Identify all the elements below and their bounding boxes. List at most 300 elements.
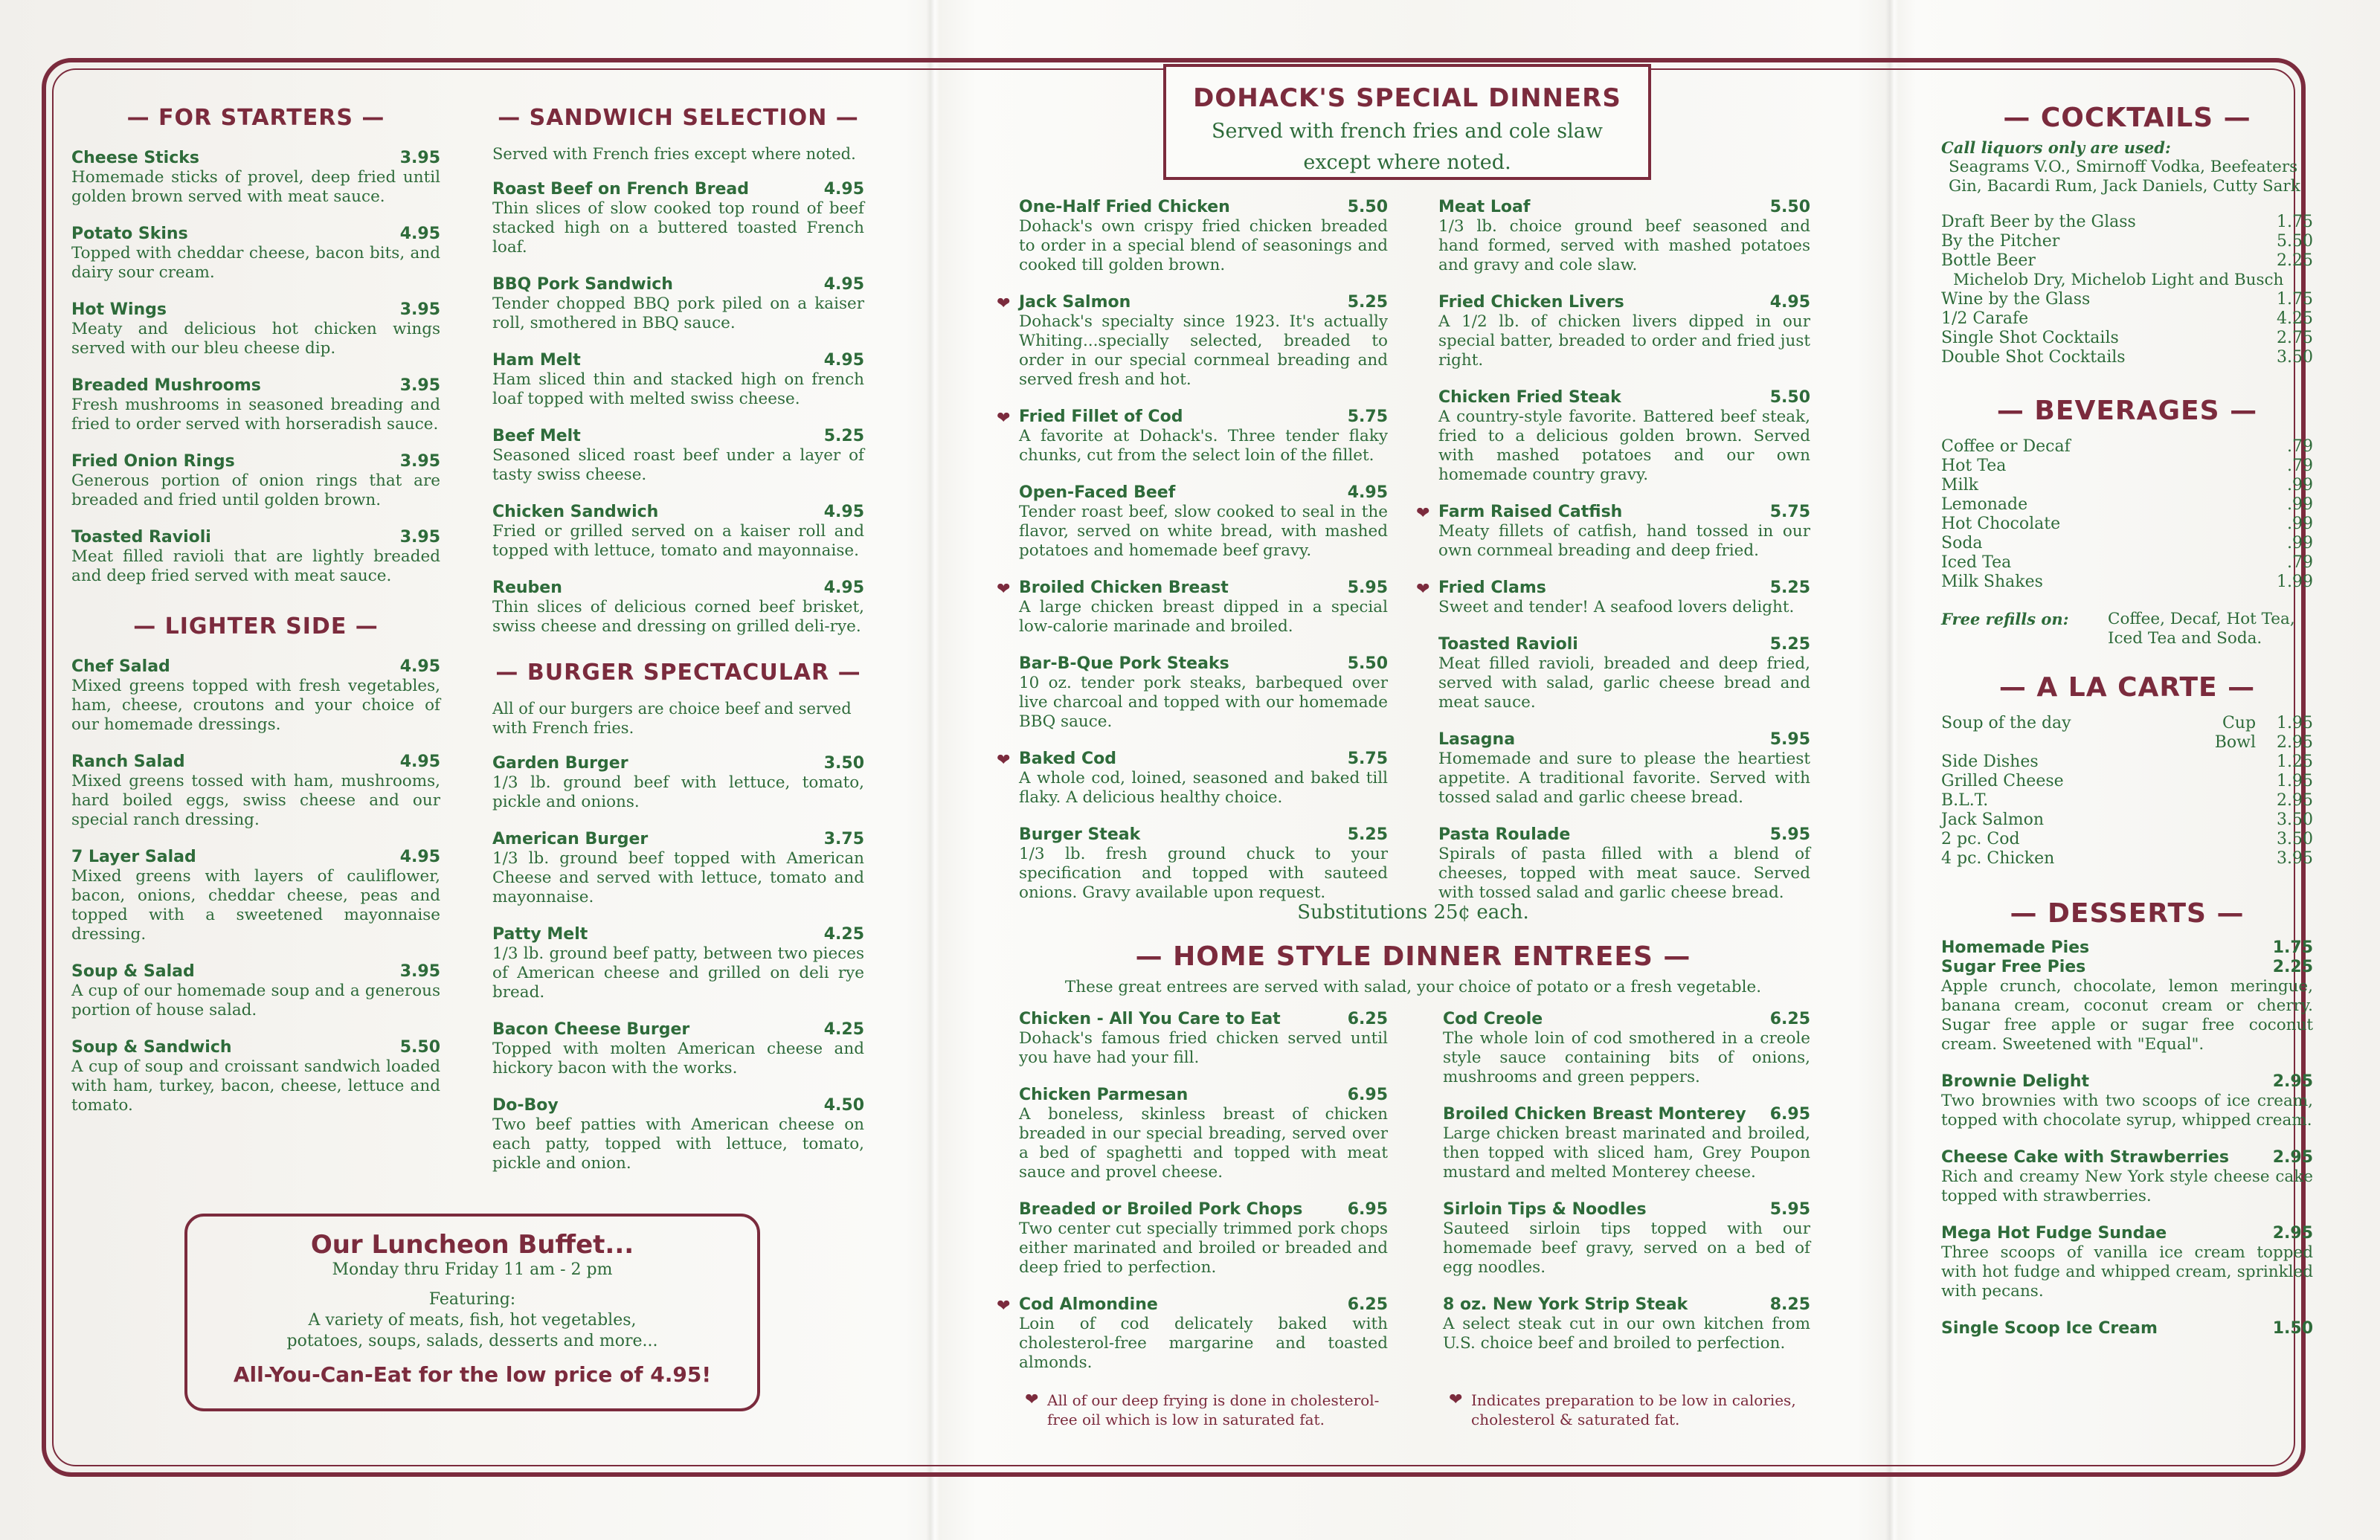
homestyle-title: — HOME STYLE DINNER ENTREES —: [1135, 941, 1691, 972]
item-name: Toasted Ravioli: [1438, 635, 1578, 654]
row-price: 3.50: [2277, 830, 2313, 848]
item-description: Mixed greens topped with fresh vegetables, ham, cheese, croutons and your choice of our homemade dressings.: [71, 677, 440, 734]
item-description: Two beef patties with American cheese on each patty, topped with lettuce, tomato, pickle and onion.: [492, 1115, 864, 1173]
price-row-wine-by-the-glass: [1941, 290, 2313, 309]
item-name: Toasted Ravioli: [71, 528, 211, 547]
row-price: 2.95: [2277, 791, 2313, 810]
item-name: Open-Faced Beef: [1019, 483, 1176, 502]
row-label: Lemonade: [1941, 495, 2028, 514]
item-name: Soup & Salad: [71, 962, 195, 981]
cup-price: 1.95: [2277, 714, 2313, 732]
item-name: Chicken Sandwich: [492, 503, 659, 521]
menu-item-soup-sandwich: [71, 1038, 440, 1115]
row-price: 5.50: [2277, 232, 2313, 251]
row-price: 2.25: [2277, 251, 2313, 270]
heart-icon: ❤: [1416, 580, 1430, 599]
item-price: 5.95: [1769, 825, 1810, 844]
row-label: 2 pc. Cod: [1941, 830, 2020, 848]
menu-item-header: [71, 528, 440, 547]
soup-row: [1941, 714, 2313, 753]
item-price: 5.25: [1347, 293, 1388, 312]
item-name: Chicken Fried Steak: [1438, 388, 1621, 407]
item-name: Cod Almondine: [1019, 1295, 1158, 1314]
item-name: Chef Salad: [71, 657, 170, 676]
row-price: .79: [2287, 553, 2313, 572]
item-name: Fried Fillet of Cod: [1019, 407, 1183, 426]
dessert-list: [1941, 938, 2313, 1338]
row-label: Soda: [1941, 534, 1983, 552]
item-name: Ranch Salad: [71, 753, 185, 771]
menu-item-header: [492, 830, 864, 849]
menu-item-header: [492, 427, 864, 446]
homestyle-right-list: [1443, 1010, 1810, 1353]
item-price: 5.50: [399, 1038, 440, 1057]
menu-item-chicken-fried-steak: [1438, 388, 1810, 485]
menu-item-bbq-pork-sandwich: [492, 275, 864, 333]
row-label: Iced Tea: [1941, 553, 2012, 572]
menu-item-sugar-free-pies: [1941, 958, 2313, 1054]
item-price: 3.50: [823, 754, 864, 773]
menu-item-fried-onion-rings: [71, 452, 440, 510]
cup-price-group: [2222, 714, 2313, 733]
item-name: Broiled Chicken Breast: [1019, 579, 1229, 597]
homestyle-header: [1026, 941, 1800, 996]
menu-item-header: [1438, 198, 1810, 217]
item-name: Bacon Cheese Burger: [492, 1020, 690, 1039]
item-description: A large chicken breast dipped in a special low-calorie marinade and broiled.: [1019, 598, 1388, 636]
item-name: American Burger: [492, 830, 649, 848]
row-label: 1/2 Carafe: [1941, 309, 2029, 328]
item-price: 5.75: [1347, 407, 1388, 426]
item-price: 6.25: [1347, 1010, 1388, 1028]
menu-item-header: [1019, 825, 1388, 845]
price-row-milk-shakes: [1941, 573, 2313, 592]
item-price: 5.75: [1347, 750, 1388, 768]
row-price: .79: [2287, 457, 2313, 475]
item-name: Patty Melt: [492, 925, 588, 944]
item-price: 5.50: [1347, 198, 1388, 216]
sandwich-list: [492, 180, 864, 637]
item-price: 1.75: [2272, 938, 2313, 957]
item-description: Fried or grilled served on a kaiser roll and topped with lettuce, tomato and mayonnaise.: [492, 522, 864, 560]
menu-item-header: [1438, 635, 1810, 654]
item-price: 6.95: [1769, 1105, 1810, 1124]
footnote-frying-text: All of our deep frying is done in cholesterol-free oil which is low in saturated fat.: [1047, 1391, 1380, 1428]
item-price: 4.95: [823, 503, 864, 521]
row-price: 1.75: [2277, 213, 2313, 231]
free-refills-text: Coffee, Decaf, Hot Tea, Iced Tea and Soda.: [2108, 610, 2295, 648]
heart-icon: ❤: [997, 294, 1011, 313]
item-name: Chicken - All You Care to Eat: [1019, 1010, 1281, 1028]
menu-item-toasted-ravioli: [1438, 635, 1810, 712]
menu-item-broiled-chicken-breast-monterey: [1443, 1105, 1810, 1182]
item-description: Apple crunch, chocolate, lemon meringue, banana cream, coconut cream or cherry. Sugar free apple or sugar free coconut cream. Sweetened with "Equal".: [1941, 977, 2313, 1054]
item-name: Ham Melt: [492, 351, 581, 370]
item-name: Bar-B-Que Pork Steaks: [1019, 654, 1229, 673]
special-title: DOHACK'S SPECIAL DINNERS: [1193, 83, 1621, 113]
luncheon-line1: A variety of meats, fish, hot vegetables,: [308, 1311, 637, 1330]
menu-item-header: [1019, 198, 1388, 217]
menu-item-header: [1019, 407, 1388, 427]
beverages-title: — BEVERAGES —: [1996, 396, 2258, 426]
row-label: Coffee or Decaf: [1941, 437, 2071, 456]
menu-item-fried-clams: [1416, 579, 1810, 617]
menu-item-header: [492, 503, 864, 522]
row-price: .99: [2287, 515, 2313, 533]
item-name: Burger Steak: [1019, 825, 1141, 844]
menu-item-header: [71, 657, 440, 677]
menu-item-header: [1019, 1295, 1388, 1315]
menu-item-sirloin-tips-noodles: [1443, 1200, 1810, 1278]
special-sub2: except where noted.: [1303, 151, 1511, 174]
homestyle-left-list: [997, 1010, 1388, 1373]
menu-item-fried-chicken-livers: [1438, 293, 1810, 370]
price-row-double-shot-cocktails: [1941, 348, 2313, 367]
item-description: 10 oz. tender pork steaks, barbequed over live charcoal and topped with our homemade BBQ sauce.: [1019, 674, 1388, 731]
lighter-list: [71, 657, 440, 1115]
item-description: Spirals of pasta filled with a blend of cheeses, topped with meat sauce. Served with tossed salad and garlic cheese bread.: [1438, 845, 1810, 902]
call-liquors-list: Seagrams V.O., Smirnoff Vodka, Beefeaters Gin, Bacardi Rum, Jack Daniels, Cutty Sark: [1949, 158, 2300, 196]
item-name: BBQ Pork Sandwich: [492, 275, 673, 294]
item-description: Dohack's own crispy fried chicken breaded to order in a special blend of seasonings and cooked till golden brown.: [1019, 217, 1388, 274]
item-name: Cod Creole: [1443, 1010, 1543, 1028]
item-description: Homemade and sure to please the heartiest appetite. A traditional favorite. Served with tossed salad and garlic cheese bread.: [1438, 750, 1810, 807]
row-label: Draft Beer by the Glass: [1941, 213, 2136, 231]
menu-item-jack-salmon: [997, 293, 1388, 390]
menu-item-chicken-all-you-care-to-eat: [1019, 1010, 1388, 1068]
row-price: 1.95: [2277, 772, 2313, 790]
item-name: Beef Melt: [492, 427, 581, 445]
menu-item-header: [492, 275, 864, 294]
menu-item-american-burger: [492, 830, 864, 907]
menu-item-header: [1443, 1295, 1810, 1315]
item-price: 2.95: [2272, 1148, 2313, 1167]
item-price: 2.95: [2272, 1072, 2313, 1091]
item-description: Seasoned sliced roast beef under a layer of tasty swiss cheese.: [492, 446, 864, 484]
item-description: Loin of cod delicately baked with cholesterol-free margarine and toasted almonds.: [1019, 1315, 1388, 1372]
menu-item-homemade-pies: [1941, 938, 2313, 958]
menu-item-pasta-roulade: [1438, 825, 1810, 903]
menu-item-header: [1941, 1148, 2313, 1167]
item-description: Two center cut specially trimmed pork chops either marinated and broiled or breaded and deep fried to perfection.: [1019, 1220, 1388, 1277]
menu-item-header: [71, 962, 440, 982]
item-price: 6.95: [1347, 1200, 1388, 1219]
item-description: Two brownies with two scoops of ice cream, topped with chocolate syrup, whipped cream.: [1941, 1092, 2313, 1130]
price-row-iced-tea: [1941, 553, 2313, 573]
item-description: Rich and creamy New York style cheese cake topped with strawberries.: [1941, 1167, 2313, 1205]
menu-item-open-faced-beef: [1019, 483, 1388, 561]
price-row-side-dishes: [1941, 753, 2313, 772]
menu-item-header: [1019, 1086, 1388, 1105]
burger-note: All of our burgers are choice beef and served with French fries.: [492, 700, 852, 737]
menu-item-cod-creole: [1443, 1010, 1810, 1087]
item-description: Thin slices of delicious corned beef brisket, swiss cheese and dressing on grilled deli-rye.: [492, 598, 864, 636]
menu-item-header: [1443, 1200, 1810, 1220]
menu-item-single-scoop-ice-cream: [1941, 1319, 2313, 1338]
menu-item-header: [1019, 1010, 1388, 1029]
item-name: Mega Hot Fudge Sundae: [1941, 1224, 2167, 1243]
item-price: 5.25: [1347, 825, 1388, 844]
item-price: 5.50: [1769, 198, 1810, 216]
menu-item-bar-b-que-pork-steaks: [1019, 654, 1388, 732]
menu-item-toasted-ravioli: [71, 528, 440, 586]
item-price: 3.95: [399, 528, 440, 547]
call-liquors-label: Call liquors only are used:: [1941, 138, 2171, 157]
price-row-hot-tea: [1941, 457, 2313, 476]
menu-item-header: [71, 300, 440, 320]
row-label: Side Dishes: [1941, 753, 2039, 771]
price-row-lemonade: [1941, 495, 2313, 515]
item-description: 1/3 lb. ground beef with lettuce, tomato, pickle and onions.: [492, 773, 864, 811]
item-price: 2.25: [2272, 958, 2313, 976]
row-price: .99: [2287, 534, 2313, 552]
cocktails-title: — COCKTAILS —: [2003, 103, 2251, 133]
menu-item-header: [1019, 483, 1388, 503]
item-description: A country-style favorite. Battered beef steak, fried to a delicious golden brown. Served with mashed potatoes and our own homemade country gravy.: [1438, 407, 1810, 484]
item-name: Hot Wings: [71, 300, 167, 319]
item-description: A whole cod, loined, seasoned and baked till flaky. A delicious healthy choice.: [1019, 769, 1388, 807]
item-name: Broiled Chicken Breast Monterey: [1443, 1105, 1746, 1124]
bowl-label: Bowl: [2214, 733, 2257, 752]
menu-item-header: [1438, 825, 1810, 845]
item-price: 4.95: [823, 275, 864, 294]
heart-icon: ❤: [1025, 1391, 1039, 1409]
item-price: 8.25: [1769, 1295, 1810, 1314]
row-price: .99: [2287, 476, 2313, 494]
price-row-milk: [1941, 476, 2313, 495]
menu-item-cheese-sticks: [71, 149, 440, 207]
menu-item-header: [492, 754, 864, 773]
menu-item-lasagna: [1438, 730, 1810, 808]
heart-icon: ❤: [997, 580, 1011, 599]
item-description: Three scoops of vanilla ice cream topped with hot fudge and whipped cream, sprinkled with pecans.: [1941, 1243, 2313, 1301]
row-price: 4.25: [2277, 309, 2313, 328]
heart-icon: ❤: [997, 409, 1011, 428]
item-name: Sugar Free Pies: [1941, 958, 2086, 976]
special-sub1: Served with french fries and cole slaw: [1212, 120, 1603, 143]
burger-title: — BURGER SPECTACULAR —: [495, 660, 861, 686]
row-label: Single Shot Cocktails: [1941, 329, 2119, 347]
item-name: Soup & Sandwich: [71, 1038, 232, 1057]
menu-item-header: [1941, 1224, 2313, 1243]
row-price: 1.75: [2277, 290, 2313, 309]
item-description: Ham sliced thin and stacked high on french loaf topped with melted swiss cheese.: [492, 370, 864, 408]
price-row-soda: [1941, 534, 2313, 553]
menu-item-header: [1019, 1200, 1388, 1220]
item-name: Garden Burger: [492, 754, 628, 773]
row-label: Double Shot Cocktails: [1941, 348, 2126, 367]
drinks-column: [1941, 103, 2313, 1356]
homestyle-note: These great entrees are served with salad, your choice of potato or a fresh vegetable.: [1064, 978, 1762, 996]
row-label: Wine by the Glass: [1941, 290, 2091, 309]
menu-item-header: [1443, 1105, 1810, 1124]
starters-title: — FOR STARTERS —: [126, 105, 385, 131]
heart-icon: ❤: [1416, 504, 1430, 523]
menu-item-meat-loaf: [1438, 198, 1810, 275]
price-row-coffee-or-decaf: [1941, 437, 2313, 457]
item-description: A select steak cut in our own kitchen from U.S. choice beef and broiled to perfection.: [1443, 1315, 1810, 1353]
menu-item-header: [1019, 654, 1388, 674]
menu-item-header: [1941, 958, 2313, 977]
menu-item-cod-almondine: [997, 1295, 1388, 1373]
luncheon-featuring: Featuring:: [428, 1290, 516, 1309]
price-row-1-2-carafe: [1941, 309, 2313, 329]
row-label: Milk: [1941, 476, 1978, 494]
row-label: Grilled Cheese: [1941, 772, 2064, 790]
item-name: Breaded Mushrooms: [71, 376, 261, 395]
menu-item-one-half-fried-chicken: [1019, 198, 1388, 275]
starters-list: [71, 149, 440, 586]
menu-item-soup-salad: [71, 962, 440, 1020]
price-row-draft-beer-by-the-glass: [1941, 213, 2313, 232]
menu-item-header: [1941, 1319, 2313, 1338]
item-price: 4.95: [1769, 293, 1810, 312]
row-label: 4 pc. Chicken: [1941, 849, 2055, 868]
cup-label: Cup: [2222, 714, 2257, 732]
item-price: 4.25: [823, 925, 864, 944]
item-name: Reuben: [492, 579, 562, 597]
item-price: 5.95: [1769, 1200, 1810, 1219]
row-price: 3.95: [2277, 849, 2313, 868]
menu-item-fried-fillet-of-cod: [997, 407, 1388, 465]
item-description: Mixed greens tossed with ham, mushrooms, hard boiled eggs, swiss cheese and our special ranch dressing.: [71, 772, 440, 829]
item-description: Homemade sticks of provel, deep fried until golden brown served with meat sauce.: [71, 168, 440, 206]
menu-item-mega-hot-fudge-sundae: [1941, 1224, 2313, 1301]
price-row-b-l-t: [1941, 791, 2313, 811]
row-label: Jack Salmon: [1941, 811, 2045, 829]
menu-item-header: [71, 149, 440, 168]
menu-item-breaded-mushrooms: [71, 376, 440, 434]
menu-item-header: [1019, 750, 1388, 769]
sandwich-column: [492, 105, 864, 1191]
luncheon-title: Our Luncheon Buffet...: [310, 1230, 634, 1260]
menu-item-header: [71, 1038, 440, 1057]
item-description: A favorite at Dohack's. Three tender flaky chunks, cut from the select loin of the fillet.: [1019, 427, 1388, 465]
menu-item-header: [1438, 388, 1810, 407]
item-description: 1/3 lb. fresh ground chuck to your specification and topped with sauteed onions. Gravy available upon request.: [1019, 845, 1388, 902]
menu-item-patty-melt: [492, 925, 864, 1002]
price-row-jack-salmon: [1941, 811, 2313, 830]
item-description: Meat filled ravioli, breaded and deep fried, served with salad, garlic cheese bread and meat sauce.: [1438, 654, 1810, 712]
menu-item-beef-melt: [492, 427, 864, 485]
special-left-column: [997, 198, 1388, 921]
beverage-list: [1941, 437, 2313, 592]
item-price: 3.95: [399, 962, 440, 981]
item-description: A cup of our homemade soup and a generous portion of house salad.: [71, 982, 440, 1019]
menu-item-header: [492, 1096, 864, 1115]
menu-item-header: [492, 579, 864, 598]
item-price: 4.95: [1347, 483, 1388, 502]
item-description: A cup of soup and croissant sandwich loaded with ham, turkey, bacon, cheese, lettuce and tomato.: [71, 1057, 440, 1115]
homestyle-right-column: [1443, 1010, 1810, 1371]
price-row-by-the-pitcher: [1941, 232, 2313, 251]
menu-item-chicken-parmesan: [1019, 1086, 1388, 1182]
menu-item-header: [1941, 1072, 2313, 1092]
luncheon-line2: potatoes, soups, salads, desserts and more...: [286, 1332, 658, 1350]
row-price: 2.75: [2277, 329, 2313, 347]
menu-item-ham-melt: [492, 351, 864, 409]
footnote-frying: [1025, 1391, 1389, 1429]
item-description: 1/3 lb. choice ground beef seasoned and hand formed, served with mashed potatoes and gravy and cole slaw.: [1438, 217, 1810, 274]
price-row-bottle-beer: [1941, 251, 2313, 271]
alacarte-title: — A LA CARTE —: [1998, 672, 2256, 703]
sandwich-title: — SANDWICH SELECTION —: [498, 105, 859, 131]
menu-item-burger-steak: [1019, 825, 1388, 903]
item-price: 4.25: [823, 1020, 864, 1039]
item-name: Lasagna: [1438, 730, 1516, 749]
item-description: Mixed greens with layers of cauliflower, bacon, onions, cheddar cheese, peas and topped with a sweetened mayonnaise dressing.: [71, 867, 440, 944]
price-row-4-pc-chicken: [1941, 849, 2313, 869]
row-label: Bottle Beer: [1941, 251, 2036, 270]
desserts-title: — DESSERTS —: [2010, 898, 2245, 929]
item-name: 8 oz. New York Strip Steak: [1443, 1295, 1688, 1314]
item-name: Homemade Pies: [1941, 938, 2090, 957]
item-name: Brownie Delight: [1941, 1072, 2090, 1091]
special-left-list: [997, 198, 1388, 903]
menu-item-header: [492, 351, 864, 370]
item-price: 6.95: [1347, 1086, 1388, 1104]
menu-item-8-oz-new-york-strip-steak: [1443, 1295, 1810, 1353]
menu-item-header: [1438, 503, 1810, 522]
item-price: 4.95: [823, 351, 864, 370]
item-description: Fresh mushrooms in seasoned breading and fried to order served with horseradish sauce.: [71, 396, 440, 434]
item-price: 1.50: [2272, 1319, 2313, 1338]
item-price: 5.75: [1769, 503, 1810, 521]
item-price: 3.95: [399, 149, 440, 167]
luncheon-buffet-box: [184, 1214, 760, 1411]
item-price: 5.25: [1769, 635, 1810, 654]
item-name: Farm Raised Catfish: [1438, 503, 1623, 521]
item-price: 6.25: [1769, 1010, 1810, 1028]
menu-item-header: [1438, 293, 1810, 312]
item-description: 1/3 lb. ground beef patty, between two pieces of American cheese and grilled on deli rye bread.: [492, 944, 864, 1002]
row-price: 1.25: [2277, 753, 2313, 771]
cocktail-list-2: [1941, 290, 2313, 367]
item-description: A boneless, skinless breast of chicken breaded in our special breading, served over a bed of spaghetti and topped with meat sauce and provel cheese.: [1019, 1105, 1388, 1182]
item-description: Meat filled ravioli that are lightly breaded and deep fried served with meat sauce.: [71, 547, 440, 585]
item-name: Fried Clams: [1438, 579, 1546, 597]
item-name: Fried Chicken Livers: [1438, 293, 1624, 312]
row-price: 3.50: [2277, 348, 2313, 367]
menu-item-chicken-sandwich: [492, 503, 864, 561]
free-refills-label: Free refills on:: [1941, 610, 2069, 628]
item-name: Meat Loaf: [1438, 198, 1531, 216]
item-price: 6.25: [1347, 1295, 1388, 1314]
item-description: Tender roast beef, slow cooked to seal in the flavor, served on white bread, with mashed potatoes and homemade beef gravy.: [1019, 503, 1388, 560]
menu-item-header: [71, 753, 440, 772]
item-price: 4.50: [823, 1096, 864, 1115]
menu-item-header: [492, 180, 864, 199]
row-label: Hot Chocolate: [1941, 515, 2061, 533]
item-price: 4.95: [399, 225, 440, 243]
item-description: Large chicken breast marinated and broiled, then topped with sliced ham, Grey Poupon mustard and melted Monterey cheese.: [1443, 1124, 1810, 1182]
luncheon-price: All-You-Can-Eat for the low price of 4.95!: [233, 1362, 712, 1387]
item-price: 3.95: [399, 452, 440, 471]
item-description: Generous portion of onion rings that are breaded and fried until golden brown.: [71, 471, 440, 509]
item-description: The whole loin of cod smothered in a creole style sauce containing bits of onions, mushrooms and green peppers.: [1443, 1029, 1810, 1086]
menu-item-header: [1438, 579, 1810, 598]
menu-item-header: [1019, 293, 1388, 312]
sandwich-note: Served with French fries except where noted.: [492, 145, 856, 163]
row-label: Hot Tea: [1941, 457, 2007, 475]
burger-list: [492, 754, 864, 1173]
price-row-grilled-cheese: [1941, 772, 2313, 791]
item-price: 4.95: [823, 579, 864, 597]
item-name: Single Scoop Ice Cream: [1941, 1319, 2158, 1338]
menu-item-garden-burger: [492, 754, 864, 812]
menu-item-farm-raised-catfish: [1416, 503, 1810, 561]
menu-item-brownie-delight: [1941, 1072, 2313, 1130]
